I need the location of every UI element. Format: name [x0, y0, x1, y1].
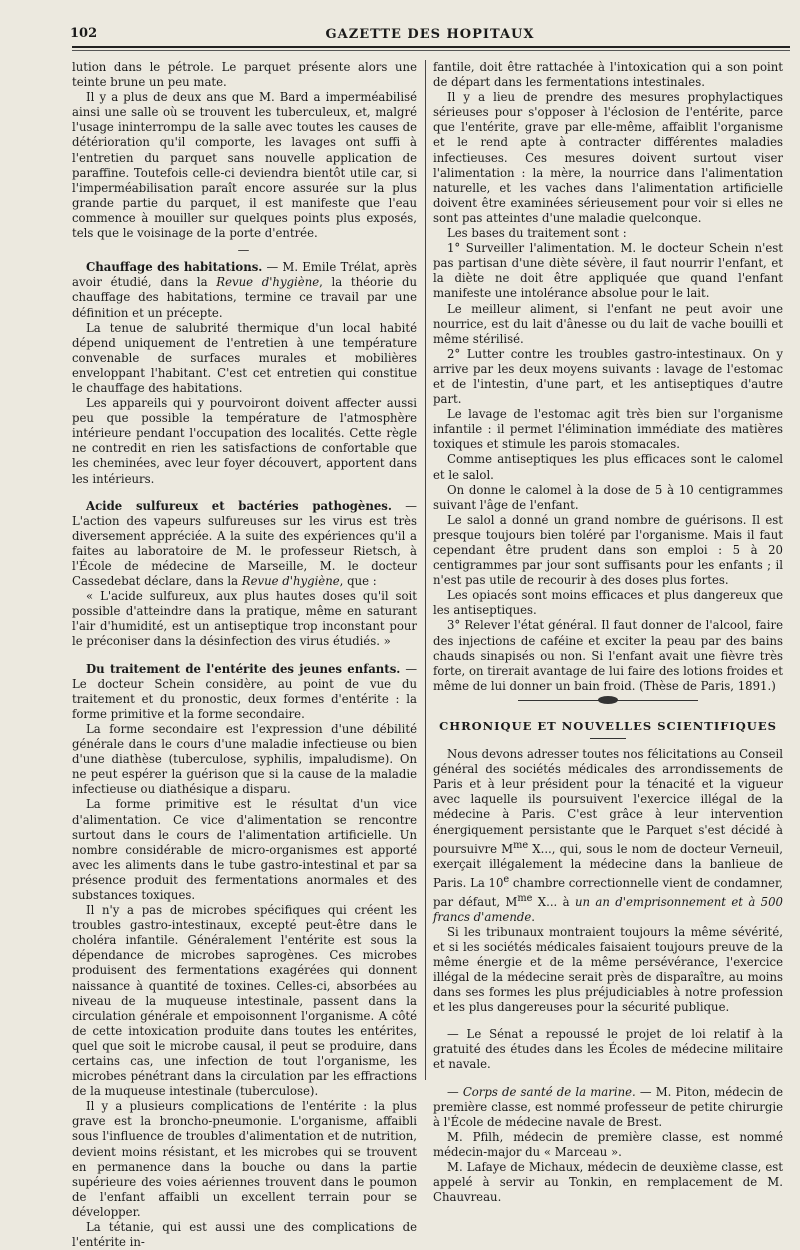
journal-reference: Revue d'hygiène: [241, 574, 340, 589]
article-acide: [72, 499, 417, 590]
paragraph: lution dans le pétrole. Le parquet présente alors une teinte brune un peu mate.: [72, 60, 417, 90]
paragraph: Si les tribunaux montraient toujours la même sévérité, et si les sociétés médicales faisaient toujours preuve de la même énergie et de la même persévérance, l'exercice illégal de la médecine serait près de disparaître, au moins dans ses formes les plus préjudiciables à notre profession et les plus dangereuses pour la sécurité publique.: [433, 924, 783, 1015]
paragraph: Il y a plus de deux ans que M. Bard a imperméabilisé ainsi une salle où se trouvent les tuberculeux, et, malgré l'usage ininterrompu de la salle avec toutes les causes de détérioration qu'il comporte, les lavages ont suffi à l'entretien du parquet sans nouvelle application de paraffine. Toutefois celle-ci deviendra bientôt utile car, si l'imperméabilisation paraît encore assurée sur la plus grande partie du parquet, il est manifeste que l'eau commence à mouiller sur quelques points plus exposés, tels que le voisinage de la porte d'entrée.: [72, 90, 417, 241]
article-text: chambre correctionnelle vient de condamner, par défaut, M: [433, 875, 783, 909]
paragraph: M. Lafaye de Michaux, médecin de deuxième classe, est appelé à servir au Tonkin, en remplacement de M. Chauvreau.: [433, 1160, 783, 1205]
article-heading: Chauffage des habitations.: [86, 260, 263, 275]
article-text: .: [531, 909, 535, 924]
paragraph: La forme secondaire est l'expression d'une débilité générale dans le cours d'une maladie infectieuse ou bien d'une diathèse (tuberculose, syphilis, impaludisme). On ne peut espérer la guérison que si la cause de la maladie infectieuse ou diathésique a disparu.: [72, 721, 417, 797]
article-text: — L'action des vapeurs sulfureuses sur les virus est très diversement appréciée. A la suite des expériences qu'il a faites au laboratoire de M. le professeur Rietsch, à l'École de médecine de Marseille, M. le docteur Cassedebat déclare, dans la: [72, 498, 417, 589]
article-heading: Acide sulfureux et bactéries pathogènes.: [86, 498, 392, 513]
paragraph: Les bases du traitement sont :: [447, 226, 627, 241]
article-text: X... à: [532, 894, 575, 909]
section-emphasis: — Corps de santé de la marine.: [447, 1084, 636, 1099]
superscript: me: [517, 892, 533, 904]
section-title: CHRONIQUE ET NOUVELLES SCIENTIFIQUES: [439, 718, 777, 733]
column-divider: [425, 60, 426, 1080]
paragraph: « L'acide sulfureux, aux plus hautes doses qu'il soit possible d'atteindre dans la pratique, même en saturant l'air d'humidité, est un antiseptique trop inconstant pour le préconiser dans la désinfection des virus étudiés. »: [72, 589, 417, 649]
paragraph: [433, 747, 783, 925]
title-rule: [590, 738, 626, 739]
paragraph: M. Pfilh, médecin de première classe, est nommé médecin-major du « Marceau ».: [433, 1129, 783, 1159]
ornament-dot: [598, 696, 618, 704]
paragraph: Le lavage de l'estomac agit très bien sur l'organisme infantile : il permet l'élimination immédiate des matières toxiques et stimule les parois stomacales.: [433, 407, 783, 452]
article-enterite: [72, 662, 417, 722]
paragraph: Les opiacés sont moins efficaces et plus dangereux que les antiseptiques.: [433, 588, 783, 618]
paragraph: La forme primitive est le résultat d'un vice d'alimentation. Ce vice d'alimentation se rencontre surtout dans le cours de l'alimentation artificielle. Un nombre considérable de micro-organismes est apporté avec les aliments dans le tube gastro-intestinal et par sa présence produit des fermentations anormales et des substances toxiques.: [72, 797, 417, 902]
right-column: [433, 60, 783, 1205]
paragraph: Le salol a donné un grand nombre de guérisons. Il est presque toujours bien toléré par l'organisme. Mais il faut cependant être prudent dans son emploi : 5 à 20 centigrammes par jour sont suffisants pour les enfants ; il n'est pas utile de recourir à des doses plus fortes.: [433, 512, 783, 588]
paragraph: Comme antiseptiques les plus efficaces sont le calomel et le salol.: [433, 452, 783, 482]
paragraph: Il y a lieu de prendre des mesures prophylactiques sérieuses pour s'opposer à l'éclosion de l'entérite, parce que l'entérite, grave par elle-même, affaiblit l'organisme et le rend apte à contracter différentes maladies infectieuses. Ces mesures doivent surtout viser l'alimentation : la mère, la nourrice dans l'alimentation naturelle, et les vaches dans l'alimentation artificielle doivent être examinées sérieusement pour voir si elles ne sont pas atteintes d'une maladie quelconque.: [433, 90, 783, 225]
paragraph: Il n'y a pas de microbes spécifiques qui créent les troubles gastro-intestinaux, excepté peut-être dans le choléra infantile. Généralement l'entérite est sous la dépendance de microbes saprogènes. Ces microbes produisent des fermentations exagérées qui donnent naissance à quantité de toxines. Celles-ci, absorbées au niveau de la muqueuse intestinale, passent dans la circulation générale et empoisonnent l'organisme. A côté de cette intoxication produite dans toutes les entérites, quel que soit le microbe causal, il peut se produire, dans certains cas, une infection de tout l'organisme, les microbes pénétrant dans la circulation par les effractions de la muqueuse intestinale (tuberculose).: [72, 903, 417, 1099]
superscript: me: [513, 839, 529, 851]
paragraph: 3° Relever l'état général. Il faut donner de l'alcool, faire des injections de caféine et exciter la peau par des bains chauds sinapisés ou non. Si l'enfant avait une fièvre très forte, on tirerait avantage de lui faire des lotions froides et même de lui donner un bain froid. (Thèse de Paris, 1891.): [433, 618, 783, 693]
article-text: — M. Piton, médecin de première classe, est nommé professeur de petite chirurgie à l'École de médecine navale de Brest.: [433, 1084, 783, 1129]
paragraph: La tenue de salubrité thermique d'un local habité dépend uniquement de l'entretien à une température convenable de surfaces murales et mobilières enveloppant l'habitant. C'est cet entretien qui constitue le chauffage des habitations.: [72, 320, 417, 395]
ornament-divider: [518, 700, 698, 707]
article-text: Nous devons adresser toutes nos félicitations au Conseil général des sociétés médicales des arrondissements de Paris et à leur président pour la ténacité et la vigueur avec laquelle ils poursuivent l'exercice illégal de la médecine à Paris. C'est grâce à leur intervention énergiquement persistante que le Parquet s'est décidé à poursuivre M: [433, 747, 783, 856]
page-number: 102: [70, 26, 98, 41]
sentence-emphasis: un an d'emprisonnement et à 500 francs d'amende: [433, 894, 783, 924]
paragraph: 2° Lutter contre les troubles gastro-intestinaux. On y arrive par les deux moyens suivants : lavage de l'estomac et de l'intestin, d'une part, et les antiseptiques d'autre part.: [433, 346, 783, 407]
paragraph: Les appareils qui y pourvoiront doivent affecter aussi peu que possible la température de l'atmosphère intérieure pendant l'occupation des localités. Cette règle ne contredit en rien les satisfactions de confortable que les cheminées, avec leur foyer découvert, apportent dans les intérieurs.: [72, 396, 417, 486]
superscript: e: [503, 873, 510, 885]
paragraph: Le meilleur aliment, si l'enfant ne peut avoir une nourrice, est du lait d'ânesse ou du lait de vache bouilli et même stérilisé.: [433, 301, 783, 346]
header-rule-thin: [72, 50, 790, 51]
paragraph: fantile, doit être rattachée à l'intoxication qui a son point de départ dans les fermentations intestinales.: [433, 60, 783, 90]
journal-title: GAZETTE DES HOPITAUX: [325, 27, 535, 42]
article-text: — M. Emile Trélat, après avoir étudié, dans la: [72, 260, 417, 290]
journal-reference: Revue d'hygiène: [216, 275, 320, 290]
article-text: , que :: [339, 574, 377, 589]
paragraph: 1° Surveiller l'alimentation. M. le docteur Schein n'est pas partisan d'une diète sévère, il faut nourrir l'enfant, et la diète ne doit être appliquée que quand l'enfant manifeste une intolérance absolue pour le lait.: [433, 241, 783, 301]
paragraph: — Le Sénat a repoussé le projet de loi relatif à la gratuité des études dans les Écoles de médecine militaire et navale.: [433, 1027, 783, 1072]
article-text: X..., qui, sous le nom de docteur Verneuil, exerçait illégalement la médecine dans la banlieue de Paris. La 10: [433, 841, 784, 890]
section-separator: —: [237, 243, 252, 258]
paragraph: On donne le calomel à la dose de 5 à 10 centigrammes suivant l'âge de l'enfant.: [433, 482, 783, 512]
article-heading: Du traitement de l'entérite des jeunes enfants.: [86, 661, 401, 676]
article-text: — Le docteur Schein considère, au point de vue du traitement et du pronostic, deux formes d'entérite : la forme primitive et la forme secondaire.: [72, 661, 418, 721]
article-chauffage: [72, 260, 417, 320]
paragraph: [433, 1085, 783, 1130]
paragraph: La tétanie, qui est aussi une des complications de l'entérite in-: [72, 1220, 417, 1250]
paragraph: Il y a plusieurs complications de l'entérite : la plus grave est la broncho-pneumonie. L'organisme, affaibli sous l'influence de troubles d'alimentation et de nutrition, devient moins résistant, et les microbes qui se trouvent en permanence dans la bouche ou dans la partie supérieure des voies aériennes trouvent dans le poumon de l'enfant affaibli un excellent terrain pour se développer.: [72, 1099, 417, 1219]
left-column: [72, 60, 417, 1250]
article-text: , la théorie du chauffage des habitations, termine ce travail par une définition et un précepte.: [72, 275, 417, 320]
header-rule: [72, 46, 790, 48]
